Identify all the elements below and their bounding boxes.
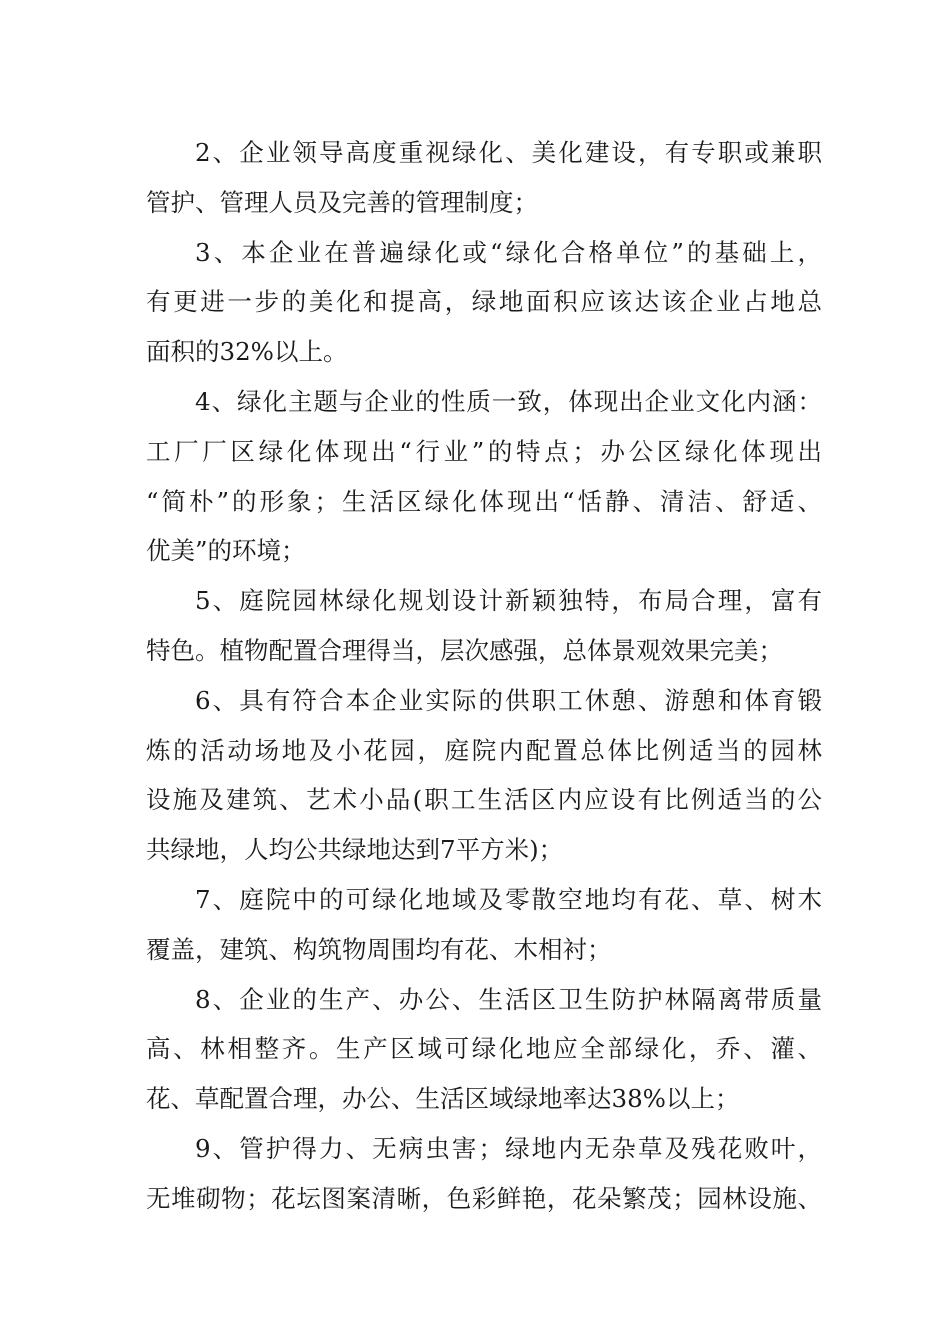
paragraph-5-line-1: 5、庭院园林绿化规划设计新颖独特，布局合理，富有	[195, 586, 822, 616]
paragraph-8-line-3: 花、草配置合理，办公、生活区域绿地率达38%以上；	[146, 1084, 740, 1114]
paragraph-6-line-1: 6、具有符合本企业实际的供职工休憩、游憩和体育锻	[195, 685, 822, 715]
paragraph-2-line-2: 管护、管理人员及完善的管理制度；	[146, 187, 538, 217]
paragraph-6-line-2: 炼的活动场地及小花园，庭院内配置总体比例适当的园林	[146, 735, 822, 765]
paragraph-5-line-2: 特色。植物配置合理得当，层次感强，总体景观效果完美；	[146, 635, 783, 665]
paragraph-4-line-3: “简朴”的形象；生活区绿化体现出“恬静、清洁、舒适、	[146, 486, 822, 516]
paragraph-8-line-1: 8、企业的生产、办公、生活区卫生防护林隔离带质量	[195, 984, 822, 1014]
paragraph-4-line-4: 优美”的环境；	[146, 536, 306, 566]
paragraph-4-line-2: 工厂厂区绿化体现出“行业”的特点；办公区绿化体现出	[146, 436, 822, 466]
paragraph-6-line-3: 设施及建筑、艺术小品(职工生活区内应设有比例适当的公	[146, 785, 822, 815]
paragraph-7-line-1: 7、庭院中的可绿化地域及零散空地均有花、草、树木	[195, 884, 822, 914]
paragraph-7-line-2: 覆盖，建筑、构筑物周围均有花、木相衬；	[146, 934, 612, 964]
document-body	[146, 128, 822, 1224]
paragraph-8-line-2: 高、林相整齐。生产区域可绿化地应全部绿化，乔、灌、	[146, 1034, 822, 1064]
paragraph-3-line-2: 有更进一步的美化和提高，绿地面积应该达该企业占地总	[146, 287, 822, 317]
paragraph-3-line-1: 3、本企业在普遍绿化或“绿化合格单位”的基础上，	[195, 237, 822, 267]
paragraph-4-line-1: 4、绿化主题与企业的性质一致，体现出企业文化内涵：	[195, 386, 822, 416]
paragraph-3-line-3: 面积的32%以上。	[146, 337, 348, 367]
paragraph-9-line-1: 9、管护得力、无病虫害；绿地内无杂草及残花败叶，	[195, 1133, 822, 1163]
paragraph-2-line-1: 2、企业领导高度重视绿化、美化建设，有专职或兼职	[195, 138, 822, 167]
paragraph-6-line-4: 共绿地，人均公共绿地达到7平方米)；	[146, 835, 564, 865]
paragraph-9-line-2: 无堆砌物；花坛图案清晰，色彩鲜艳，花朵繁茂；园林设施、	[146, 1183, 822, 1213]
